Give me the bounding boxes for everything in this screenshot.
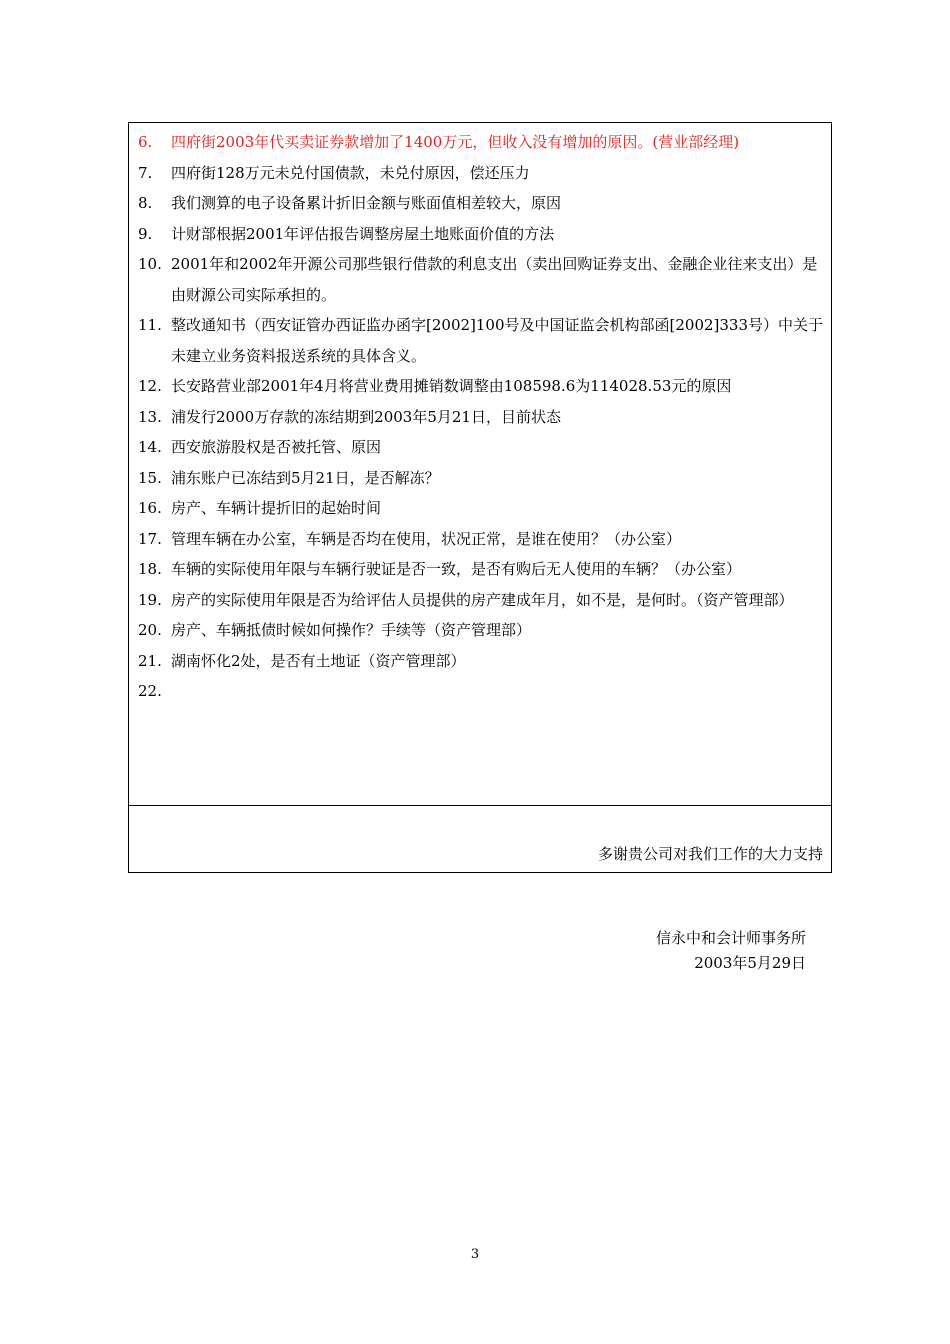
- list-item: [129, 585, 831, 616]
- item-text: 西安旅游股权是否被托管、原因: [171, 438, 382, 456]
- item-text: 浦发行2000万存款的冻结期到2003年5月21日，目前状态: [171, 407, 561, 426]
- item-text: 管理车辆在办公室，车辆是否均在使用，状况正常，是谁在使用？（办公室）: [171, 529, 682, 548]
- item-text: 浦东账户已冻结到5月21日，是否解冻？: [171, 468, 440, 487]
- list-item: [129, 188, 831, 219]
- item-number: 12.: [138, 377, 162, 395]
- list-item: [129, 554, 831, 585]
- list-item: [129, 402, 831, 433]
- thanks-text: 多谢贵公司对我们工作的大力支持: [597, 845, 823, 863]
- item-number: 20.: [138, 621, 162, 639]
- item-text: 2001年和2002年开源公司那些银行借款的利息支出（卖出回购证券支出、金融企业往来支出）是由财源公司实际承担的。: [171, 255, 818, 304]
- item-number: 15.: [138, 468, 162, 487]
- item-text: 计财部根据2001年评估报告调整房屋土地账面价值的方法: [171, 224, 555, 243]
- list-item: [129, 493, 831, 524]
- item-number: 18.: [138, 560, 162, 578]
- list-item: [129, 158, 831, 189]
- item-number: 11.: [138, 316, 162, 334]
- item-number: 19.: [138, 590, 162, 609]
- item-number: 6.: [138, 133, 153, 151]
- list-item: [129, 249, 831, 310]
- question-list-box: [128, 122, 832, 805]
- item-number: 17.: [138, 529, 162, 548]
- firm-name: 信永中和会计师事务所: [655, 929, 806, 947]
- item-text: 我们测算的电子设备累计折旧金额与账面值相差较大，原因: [171, 194, 562, 212]
- item-text: 房产、车辆抵债时候如何操作？手续等（资产管理部）: [171, 621, 532, 639]
- item-number: 14.: [138, 438, 162, 456]
- item-number: 16.: [138, 499, 162, 517]
- item-number: 8.: [138, 194, 153, 212]
- list-item: [129, 615, 831, 646]
- list-item: [129, 310, 831, 371]
- list-item: [129, 219, 831, 250]
- item-text: 湖南怀化2处，是否有土地证（资产管理部）: [171, 651, 466, 670]
- question-list: [129, 123, 831, 700]
- item-number: 9.: [138, 224, 153, 243]
- item-text: 房产、车辆计提折旧的起始时间: [171, 499, 382, 517]
- signature-date: 2003年5月29日: [694, 954, 806, 972]
- list-item: [129, 432, 831, 463]
- item-text: 车辆的实际使用年限与车辆行驶证是否一致，是否有购后无人使用的车辆？（办公室）: [171, 560, 742, 578]
- signature-block: [656, 926, 806, 976]
- item-number: 13.: [138, 407, 162, 426]
- item-number: 21.: [138, 651, 162, 670]
- list-item: [129, 524, 831, 555]
- list-item: [129, 646, 831, 677]
- page-number: 3: [470, 1247, 480, 1262]
- item-text: 长安路营业部2001年4月将营业费用摊销数调整由108598.6为114028.53元的原因: [171, 377, 732, 395]
- list-item: [129, 371, 831, 402]
- list-item: [129, 127, 831, 158]
- item-number: 7.: [138, 163, 153, 182]
- thanks-box: [128, 805, 832, 873]
- item-text: 四府街2003年代买卖证券款增加了1400万元，但收入没有增加的原因。(营业部经理): [171, 133, 740, 151]
- item-text: 整改通知书（西安证管办西证监办函字[2002]100号及中国证监会机构部函[2002]333号）中关于未建立业务资料报送系统的具体含义。: [171, 316, 824, 365]
- item-number: 10.: [138, 255, 162, 273]
- list-item: [129, 463, 831, 494]
- item-text: 房产的实际使用年限是否为给评估人员提供的房产建成年月，如不是，是何时。（资产管理部）: [171, 590, 794, 609]
- item-text: 四府街128万元未兑付国债款，未兑付原因，偿还压力: [171, 163, 530, 182]
- item-number: 22.: [138, 682, 162, 700]
